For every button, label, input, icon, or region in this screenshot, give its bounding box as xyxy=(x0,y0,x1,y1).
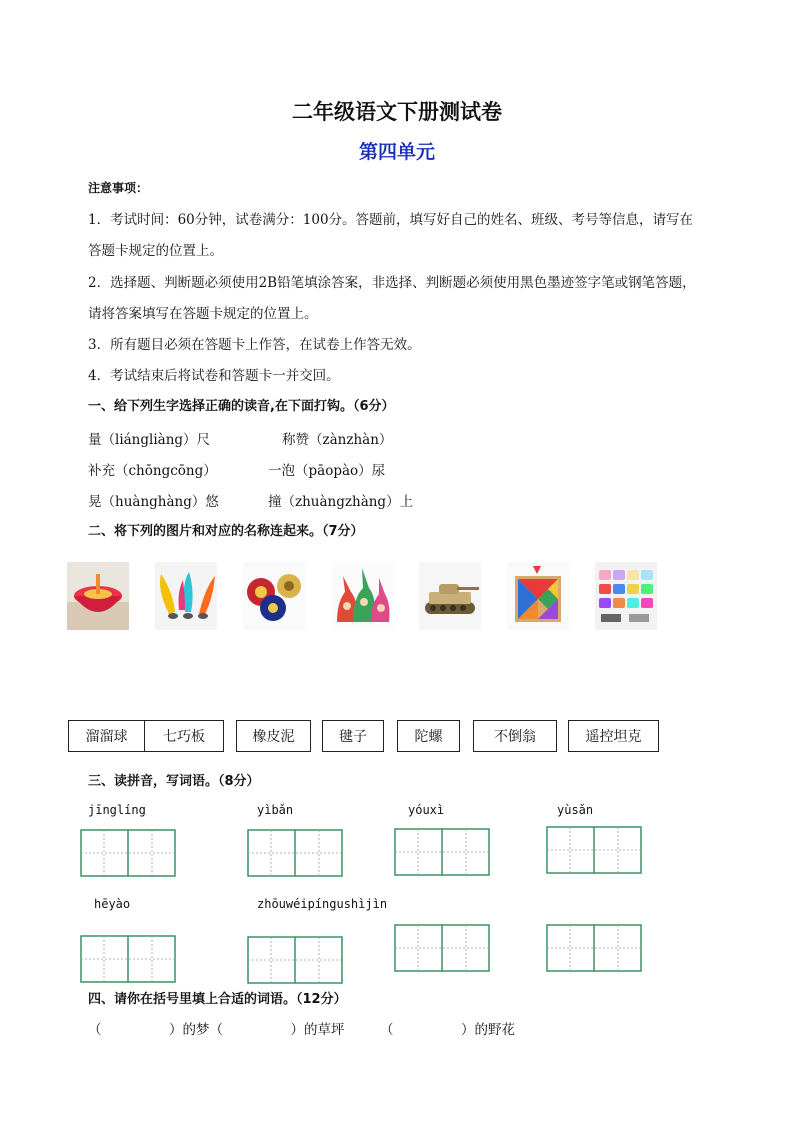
writing-grid[interactable] xyxy=(394,924,490,972)
note-line-3: 3．所有题目必须在答题卡上作答，在试卷上作答无效。 xyxy=(88,337,421,353)
writing-grid[interactable] xyxy=(80,935,176,983)
section-3-heading: 三、读拼音，写词语。（8分） xyxy=(88,774,260,789)
question-item: 补充（chōngcōng） xyxy=(88,463,217,479)
note-line-2a: 2．选择题、判断题必须使用2B铅笔填涂答案，非选择、判断题必须使用黑色墨迹签字笔或钢笔答题， xyxy=(88,275,696,291)
writing-grid[interactable] xyxy=(80,829,176,877)
writing-grid[interactable] xyxy=(546,826,642,874)
question-item: 称赞（zànzhàn） xyxy=(282,432,393,448)
writing-grid[interactable] xyxy=(247,936,343,984)
note-line-4: 4．考试结束后将试卷和答题卡一并交回。 xyxy=(88,368,340,384)
tumbler-dolls-image xyxy=(331,562,393,630)
page-title: 二年级语文下册测试卷 xyxy=(292,100,502,124)
note-line-1a: 1．考试时间：60分钟，试卷满分：100分。答题前，填写好自己的姓名、班级、考号等信息，请写在 xyxy=(88,212,694,228)
pinyin-label: yìbǎn xyxy=(257,803,294,817)
name-card: 遥控坦克 xyxy=(568,720,659,752)
section-2-heading: 二、将下列的图片和对应的名称连起来。（7分） xyxy=(88,524,364,539)
note-line-2b: 请将答案填写在答题卡规定的位置上。 xyxy=(88,306,318,322)
question-item: 撞（zhuàngzhàng）上 xyxy=(268,494,414,510)
tangram-image xyxy=(507,562,569,630)
name-card: 毽子 xyxy=(322,720,384,752)
question-item: 晃（huànghàng）悠 xyxy=(88,494,219,510)
yoyo-image xyxy=(243,562,305,630)
question-item: 量（liángliàng）尺 xyxy=(88,432,211,448)
pinyin-label: hēyào xyxy=(94,897,131,911)
note-line-1b: 答题卡规定的位置上。 xyxy=(88,243,223,259)
writing-grid[interactable] xyxy=(247,829,343,877)
notes-heading: 注意事项： xyxy=(88,181,149,195)
fill-blank-line[interactable]: （ ）的野花 xyxy=(380,1022,515,1038)
writing-grid[interactable] xyxy=(394,828,490,876)
section-4-heading: 四、请你在括号里填上合适的词语。（12分） xyxy=(88,992,347,1007)
writing-grid[interactable] xyxy=(546,924,642,972)
pinyin-label: yóuxì xyxy=(408,803,445,817)
unit-subtitle: 第四单元 xyxy=(358,141,435,163)
section-1-heading: 一、给下列生字选择正确的读音,在下面打钩。（6分） xyxy=(88,399,395,414)
name-card: 不倒翁 xyxy=(473,720,557,752)
name-card: 陀螺 xyxy=(397,720,460,752)
pinyin-label: yùsǎn xyxy=(557,803,594,817)
spinning-top-image xyxy=(67,562,129,630)
remote-tank-image xyxy=(419,562,481,630)
name-card: 溜溜球 xyxy=(68,720,145,752)
plasticine-image xyxy=(595,562,657,630)
name-card: 橡皮泥 xyxy=(236,720,311,752)
shuttlecock-image xyxy=(155,562,217,630)
name-card: 七巧板 xyxy=(144,720,224,752)
fill-blank-line[interactable]: （ ）的梦（ ）的草坪 xyxy=(88,1022,345,1038)
pinyin-label: zhōuwéipíngushìjìn xyxy=(257,897,388,911)
question-item: 一泡（pāopào）尿 xyxy=(268,463,386,479)
pinyin-label: jīnglíng xyxy=(88,803,146,817)
